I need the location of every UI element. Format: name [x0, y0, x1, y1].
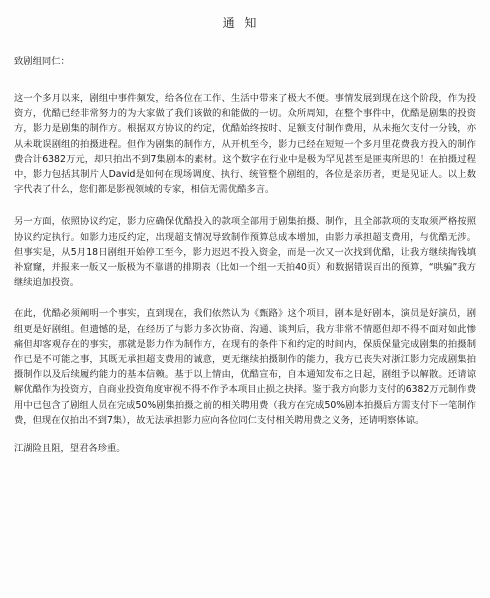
closing-line: 江湖险且阻，望君各珍重。 — [14, 443, 126, 455]
paragraph-2: 另一方面，依照协议约定，影力应确保优酷投入的款项全部用于剧集拍摄、制作，且全部款项的支取须严格按照协议约定执行。如影力违反约定，出现超支情况导致制作预算总成本增加，由影力承担超支费用，与优酷无涉。但事实是，从5月18日剧组开始停工至今，影力迟迟不投入资金，而是一次又一次找到优酷，让我方继续掏钱填补窟窿，并报来一版又一版极为不靠谱的排期表（比如一个组一天拍40页）和数据错误百出的预算，“哄骗”我方继续追加投资。 — [14, 216, 476, 289]
paragraph-3: 在此，优酷必须阐明一个事实，直到现在，我们依然认为《甄路》这个项目，剧本是好剧本，演员是好演员，剧组更是好剧组。但遗憾的是，在经历了与影力多次协商、沟通、谈判后，我方非常不情愿但却不得不面对如此惨痛但却客观存在的事实，那就是影力作为制作方，在现有的条件下和约定的时间内，保质保量完成剧集的拍摄制作已是不可能之事，其既无承担超支费用的诚意，更无继续拍摄制作的能力，我方已丧失对浙江影力完成剧集拍摄制作以及后续履约能力的基本信赖。基于以上情由，优酷宣布，自本通知发布之日起，剧组予以解散。还请谅解优酷作为投资方，自商业投资角度审视不得不作予本项目止损之抉择。鉴于我方向影力支付的6382万元制作费用中已包含了剧组人员在完成50%剧集拍摄之前的相关聘用费（我方在完成50%剧本拍摄后方需支付下一笔制作费，但现在仅拍出不到7集），故无法承担影力应向各位同仁支付相关聘用费之义务，还请明察体谅。 — [14, 308, 476, 426]
notice-title: 通 知 — [222, 16, 260, 30]
paragraph-1: 这一个多月以来，剧组中事件频发，给各位在工作、生活中带来了极大不便。事情发展到现在这个阶段，作为投资方，优酷已经非常努力的为大家做了我们该做的和能做的一切。众所周知，在整个事件中，优酷是剧集的投资方，影力是剧集的制作方。根据双方协议的约定，优酷始终按时、足额支付制作费用，从未拖欠支付一分钱，亦从未耽误剧组的拍摄进程。但作为剧集的制作方，从开机至今，影力已经在短短一个多月里花费我方投入的制作费合计6382万元，却只拍出不到7集剧本的素材。这个数字在行业中是极为罕见甚至是匪夷所思的！在拍摄过程中，影力包括其制片人David是如何在现场调度、执行、统管整个剧组的，各位是亲历者，更是见证人。以上数字代表了什么，您们都是影视领域的专家，相信无需优酷多言。 — [14, 93, 476, 196]
salutation: 致剧组同仁： — [14, 56, 70, 67]
